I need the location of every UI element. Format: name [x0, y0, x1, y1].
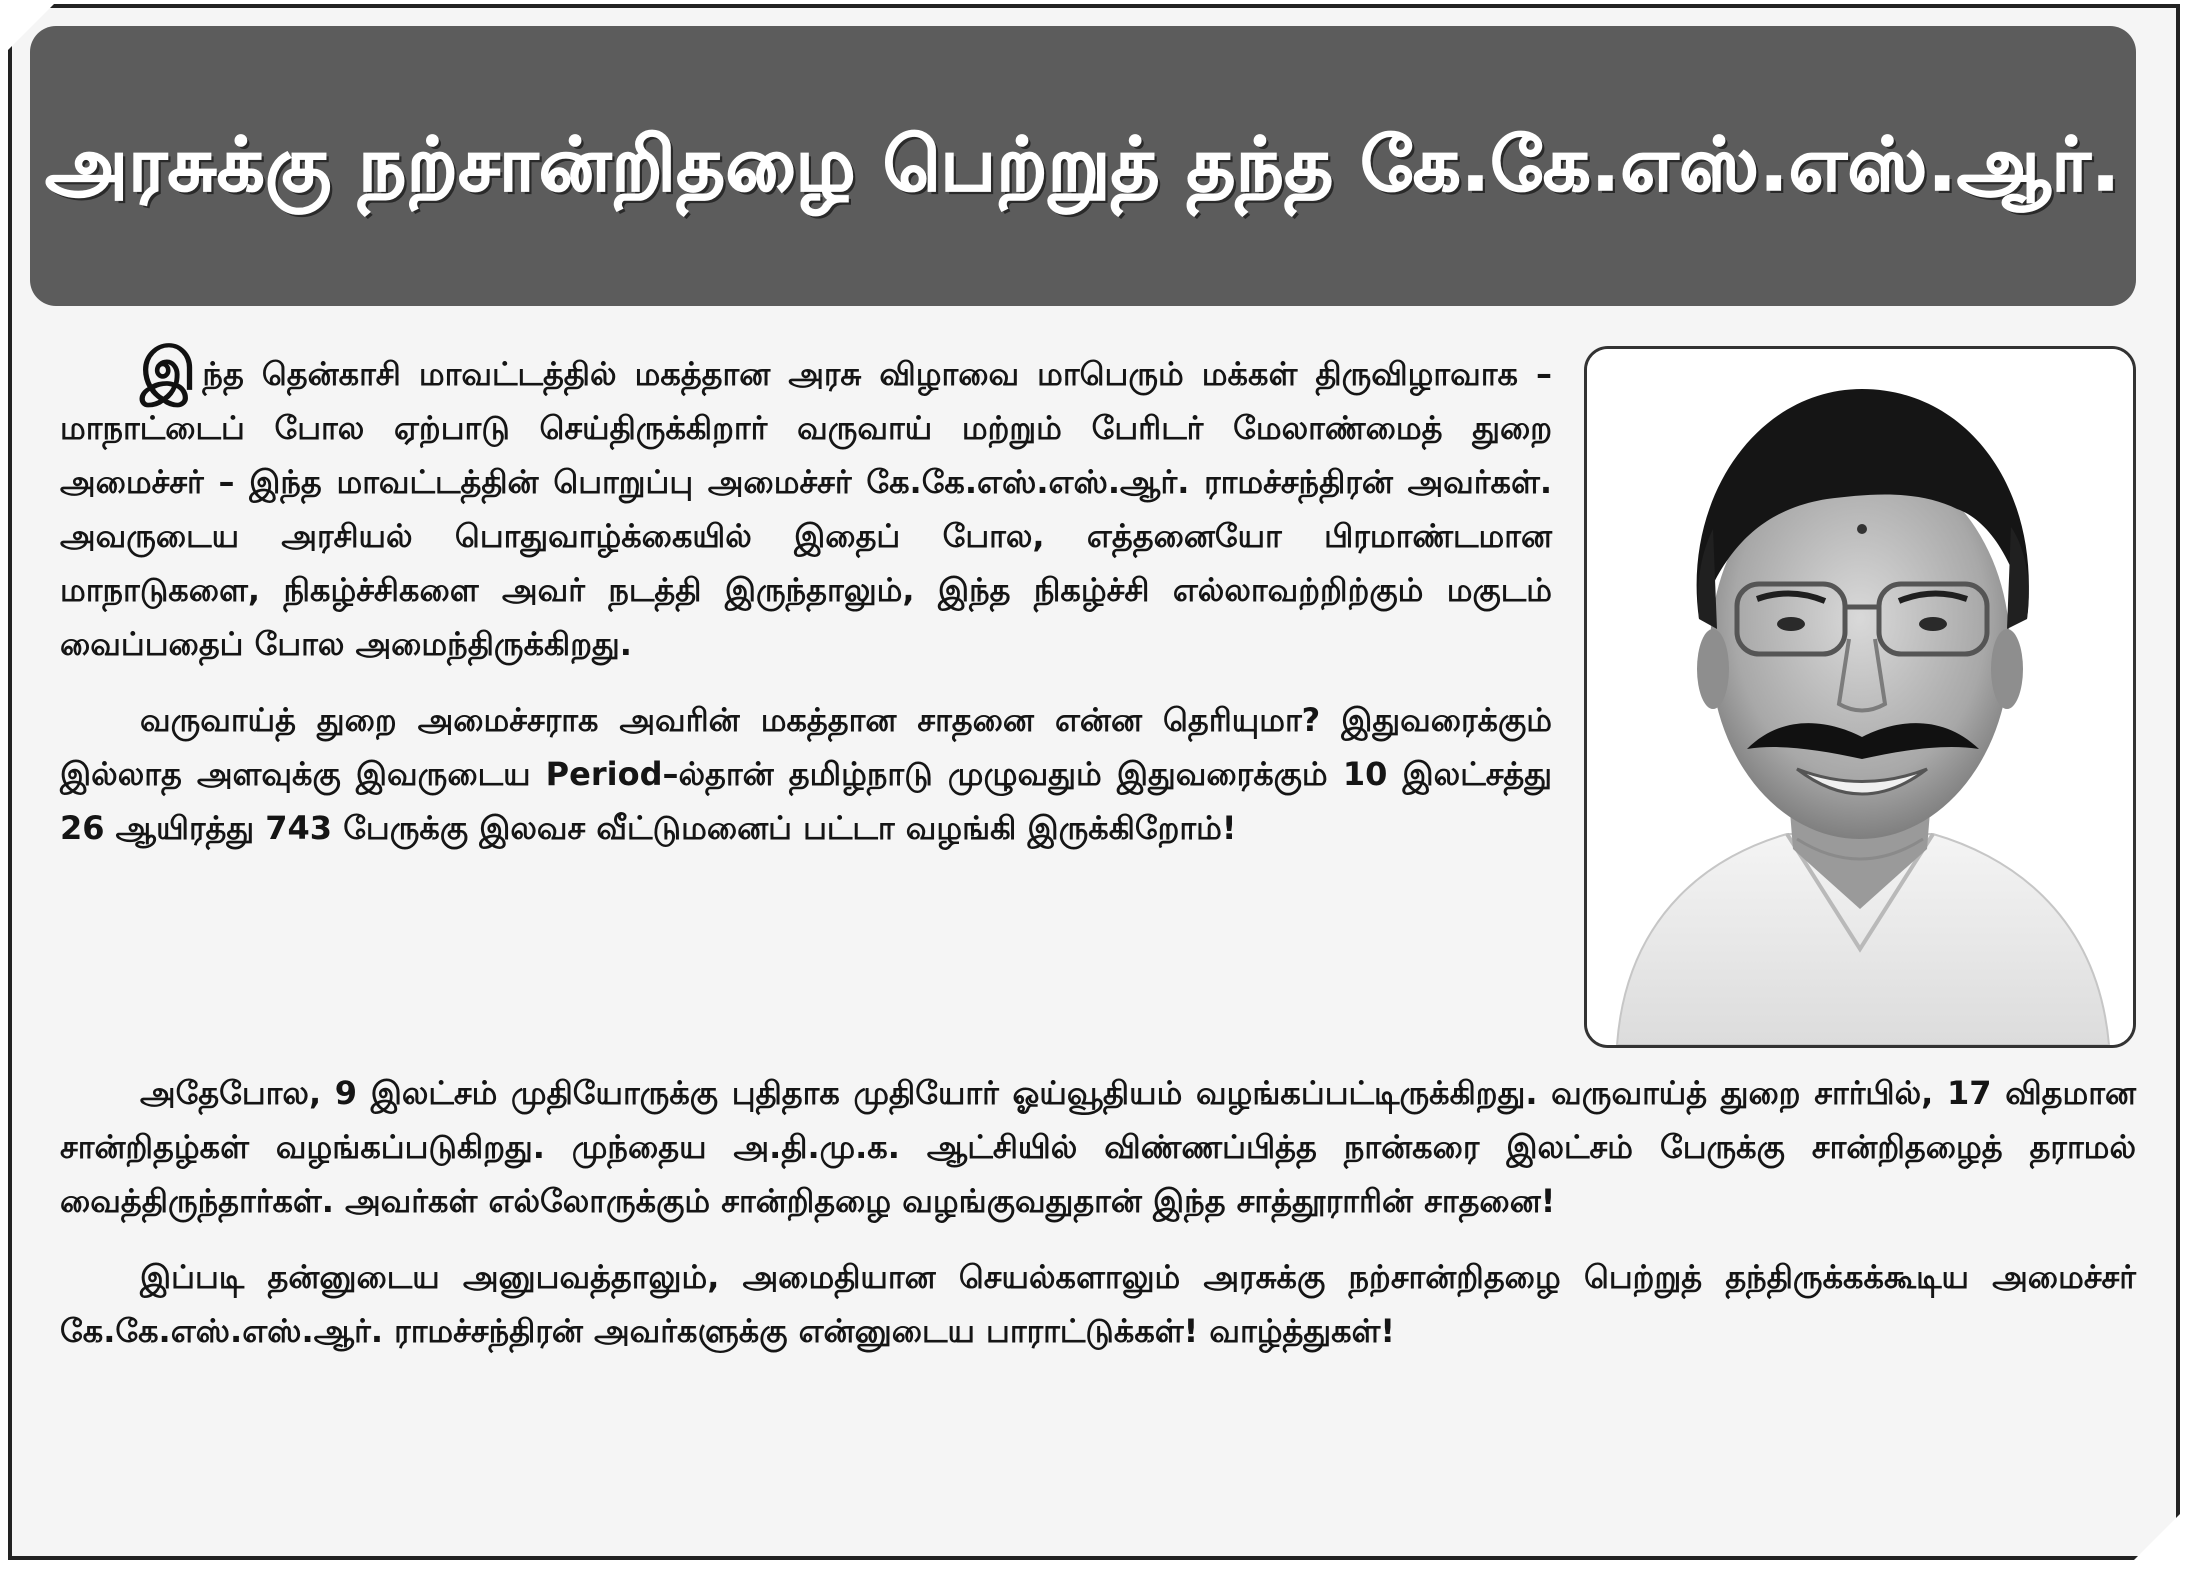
paragraph-2: வருவாய்த் துறை அமைச்சராக அவரின் மகத்தான சாதனை என்ன தெரியுமா? இதுவரைக்கும் இல்லாத அளவுக்கு இவருடைய Period–ல்தான் தமிழ்நாடு முழுவதும் இதுவரைக்கும் 10 இலட்சத்து 26 ஆயிரத்து 743 பேருக்கு இலவச வீட்டுமனைப் பட்டா வழங்கி இருக்கிறோம்!	[60, 701, 1552, 847]
paragraph-3: அதேபோல, 9 இலட்சம் முதியோருக்கு புதிதாக முதியோர் ஓய்வூதியம் வழங்கப்பட்டிருக்கிறது. வருவாய்த் துறை சார்பில், 17 விதமான சான்றிதழ்கள் வழங்கப்படுகிறது. முந்தைய அ.தி.மு.க. ஆட்சியில் விண்ணப்பித்த நான்கரை இலட்சம் பேருக்கு சான்றிதழைத் தராமல் வைத்திருந்தார்கள். அவர்கள் எல்லோருக்கும் சான்றிதழை வழங்குவதுதான் இந்த சாத்தூராரின் சாதனை!	[60, 1074, 2136, 1220]
corner-notch-bottom-right	[2134, 1514, 2180, 1560]
drop-cap: இ	[140, 335, 197, 403]
portrait-illustration	[1587, 349, 2133, 1045]
headline-band	[30, 26, 2136, 306]
paragraph-1	[60, 335, 1552, 671]
paragraph-4: இப்படி தன்னுடைய அனுபவத்தாலும், அமைதியான செயல்களாலும் அரசுக்கு நற்சான்றிதழை பெற்றுத் தந்திருக்கக்கூடிய அமைச்சர் கே.கே.எஸ்.எஸ்.ஆர். ராமச்சந்திரன் அவர்களுக்கு என்னுடைய பாராட்டுக்கள்! வாழ்த்துகள்!	[60, 1258, 2136, 1350]
minister-photo	[1584, 346, 2136, 1048]
paragraph-1-text: ந்த தென்காசி மாவட்டத்தில் மகத்தான அரசு விழாவை மாபெரும் மக்கள் திருவிழாவாக – மாநாட்டைப் போல ஏற்பாடு செய்திருக்கிறார் வருவாய் மற்றும் பேரிடர் மேலாண்மைத் துறை அமைச்சர் – இந்த மாவட்டத்தின் பொறுப்பு அமைச்சர் கே.கே.எஸ்.எஸ்.ஆர். ராமச்சந்திரன் அவர்கள். அவருடைய அரசியல் பொதுவாழ்க்கையில் இதைப் போல, எத்தனையோ பிரமாண்டமான மாநாடுகளை, நிகழ்ச்சிகளை அவர் நடத்தி இருந்தாலும், இந்த நிகழ்ச்சி எல்லாவற்றிற்கும் மகுடம் வைப்பதைப் போல அமைந்திருக்கிறது.	[60, 355, 1552, 663]
lead-column	[60, 335, 1552, 877]
headline: அரசுக்கு நற்சான்றிதழை பெற்றுத் தந்த கே.கே.எஸ்.எஸ்.ஆர்.	[45, 122, 2121, 209]
full-width-column	[60, 1066, 2136, 1380]
